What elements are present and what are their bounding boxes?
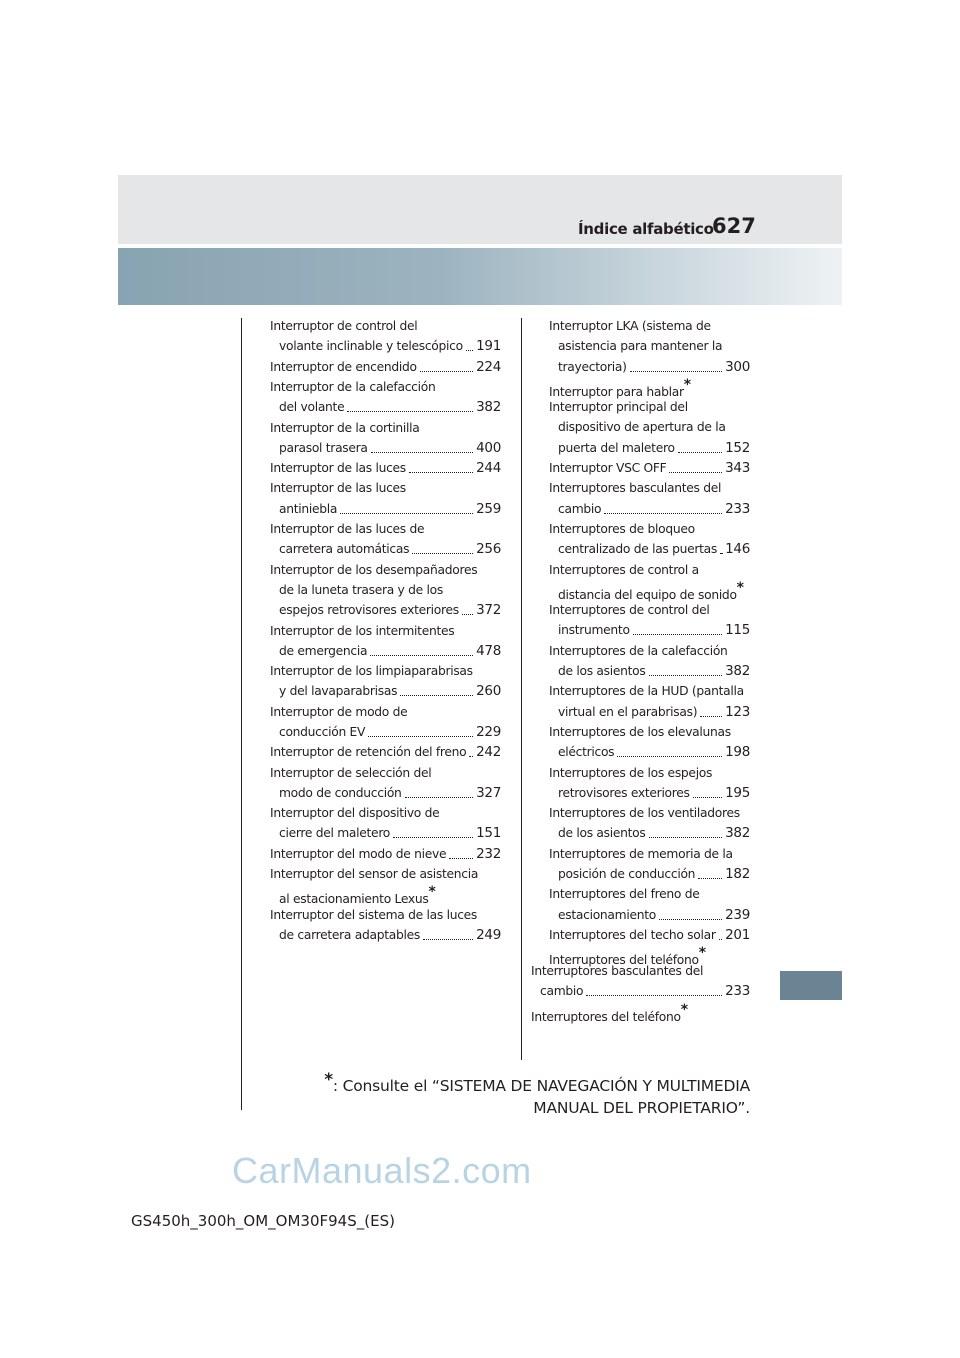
index-entry-line xyxy=(270,621,501,641)
index-entry-text: al estacionamiento Lexus* xyxy=(279,884,436,907)
index-entry-text: Interruptor de las luces xyxy=(270,461,406,476)
index-entry xyxy=(270,519,501,560)
page-reference[interactable]: 256 xyxy=(476,541,501,558)
index-entry-line xyxy=(270,397,501,417)
index-entry-line xyxy=(270,783,501,803)
page-reference[interactable]: 382 xyxy=(725,825,750,842)
index-entry-line xyxy=(549,681,750,701)
footnote-line-1: : Consulte el “SISTEMA DE NAVEGACIÓN Y MULTIMEDIA xyxy=(332,1077,750,1096)
leader-dots xyxy=(617,756,722,757)
index-entry-line xyxy=(549,336,750,356)
index-entry xyxy=(549,844,750,885)
index-entry-line xyxy=(270,357,501,377)
leader-dots xyxy=(586,995,722,996)
index-entry-text: cierre del maletero xyxy=(279,826,391,841)
page-reference[interactable]: 232 xyxy=(476,845,501,862)
index-entry-text: parasol trasera xyxy=(279,440,368,455)
index-entry-text: de emergencia xyxy=(279,643,368,658)
index-entry xyxy=(549,803,750,844)
index-entry-line xyxy=(270,742,501,762)
index-entry xyxy=(549,925,750,945)
section-title: Índice alfabético xyxy=(578,220,714,238)
page-reference[interactable]: 400 xyxy=(476,439,501,456)
page-reference[interactable]: 115 xyxy=(725,622,750,639)
index-entry xyxy=(270,316,501,357)
page-reference[interactable]: 152 xyxy=(725,439,750,456)
page-reference[interactable]: 259 xyxy=(476,500,501,517)
left-column-rule xyxy=(241,318,242,1110)
index-entry-text: modo de conducción xyxy=(279,785,402,800)
leader-dots xyxy=(371,452,473,453)
index-entry xyxy=(270,458,501,478)
leader-dots xyxy=(669,472,722,473)
asterisk-marker: * xyxy=(698,945,706,962)
index-entry-line xyxy=(270,763,501,783)
leader-dots xyxy=(368,736,473,737)
leader-dots xyxy=(412,553,473,554)
page-reference[interactable]: 198 xyxy=(725,744,750,761)
index-entry-line xyxy=(270,418,501,438)
leader-dots xyxy=(462,614,473,615)
index-entry-line xyxy=(270,925,501,945)
index-entry xyxy=(270,418,501,459)
index-entry-text: Interruptor de encendido xyxy=(270,359,417,374)
index-entry-line xyxy=(270,722,501,742)
page-reference[interactable]: 382 xyxy=(476,399,501,416)
index-entry xyxy=(270,702,501,743)
page-reference[interactable]: 123 xyxy=(725,703,750,720)
index-entry-text: virtual en el parabrisas) xyxy=(558,704,698,719)
index-entry-text: distancia del equipo de sonido* xyxy=(558,579,744,602)
section-tab xyxy=(780,971,842,1000)
index-entry-text: asistencia para mantener la xyxy=(558,339,723,354)
index-entry-line xyxy=(549,478,750,498)
page-reference[interactable]: 343 xyxy=(725,460,750,477)
index-entry-text: dispositivo de apertura de la xyxy=(558,420,726,435)
leader-dots xyxy=(340,513,473,514)
index-entry-text: Interruptores basculantes del xyxy=(531,964,704,978)
index-entry-line xyxy=(549,620,750,640)
leader-dots xyxy=(469,756,473,757)
page-reference[interactable]: 151 xyxy=(476,825,501,842)
index-entry-line xyxy=(270,499,501,519)
index-entry-text: Interruptor de los intermitentes xyxy=(270,623,455,638)
index-entry-line xyxy=(270,600,501,620)
index-entry-line xyxy=(270,702,501,722)
index-entry xyxy=(549,397,750,458)
index-entry xyxy=(270,560,501,621)
index-entry xyxy=(270,905,501,946)
index-entry-line xyxy=(270,803,501,823)
index-entry-text: puerta del maletero xyxy=(558,440,675,455)
index-entry-text: y del lavaparabrisas xyxy=(279,684,398,699)
index-entry-line xyxy=(270,539,501,559)
page-number: 627 xyxy=(712,214,756,238)
index-entry-text: Interruptor de control del xyxy=(270,319,418,333)
index-entry-line xyxy=(270,316,501,336)
index-entry-line xyxy=(270,580,501,600)
page-reference[interactable]: 182 xyxy=(725,866,750,883)
index-entry-line xyxy=(549,397,750,417)
page-reference[interactable]: 233 xyxy=(725,983,750,1000)
index-entry-line xyxy=(270,519,501,539)
index-entry-line xyxy=(270,681,501,701)
index-entry-line xyxy=(549,539,750,559)
page-reference[interactable]: 229 xyxy=(476,723,501,740)
leader-dots xyxy=(405,797,473,798)
index-entry xyxy=(549,763,750,804)
index-entry xyxy=(549,722,750,763)
page-reference[interactable]: 224 xyxy=(476,358,501,375)
index-entry xyxy=(270,844,501,864)
index-entry-line xyxy=(549,600,750,620)
index-entry xyxy=(270,742,501,762)
index-entry-line xyxy=(549,803,750,823)
index-entry-text: cambio xyxy=(558,501,602,516)
header-band xyxy=(118,248,842,305)
leader-dots xyxy=(678,452,722,453)
index-entry-line xyxy=(549,925,750,945)
index-entry-text: Interruptor de las luces xyxy=(270,481,406,496)
page-reference[interactable]: 244 xyxy=(476,460,501,477)
index-entry-line xyxy=(270,438,501,458)
leader-dots xyxy=(649,837,722,838)
index-entry-text: Interruptores de los elevalunas xyxy=(549,725,731,739)
page-reference[interactable]: 249 xyxy=(476,926,501,943)
leader-dots xyxy=(630,371,722,372)
page-reference[interactable]: 300 xyxy=(725,358,750,375)
page-reference[interactable]: 233 xyxy=(725,500,750,517)
index-entry-line xyxy=(549,722,750,742)
index-entry xyxy=(270,377,501,418)
index-entry-text: Interruptor del dispositivo de xyxy=(270,806,440,821)
index-entry-text: retrovisores exteriores xyxy=(558,785,690,800)
index-entry-text: antiniebla xyxy=(279,501,338,516)
leader-dots xyxy=(700,716,722,717)
page-reference[interactable]: 382 xyxy=(725,663,750,680)
asterisk-marker: * xyxy=(683,376,691,393)
index-entry-text: Interruptor del sistema de las luces xyxy=(270,907,478,922)
index-entry xyxy=(549,681,750,722)
index-entry-text: Interruptores de la HUD (pantalla xyxy=(549,684,744,699)
index-entry-line xyxy=(531,1002,750,1027)
index-entry-line xyxy=(549,864,750,884)
index-entry-text: conducción EV xyxy=(279,724,366,739)
page-reference[interactable]: 260 xyxy=(476,683,501,700)
index-entry-line xyxy=(549,417,750,437)
index-entry-line xyxy=(549,641,750,661)
page-reference[interactable]: 201 xyxy=(725,927,750,943)
index-entry xyxy=(270,357,501,377)
index-entry-text: Interruptores de los espejos xyxy=(549,765,713,780)
page-reference[interactable]: 242 xyxy=(476,744,501,761)
index-entry-text: Interruptores de bloqueo xyxy=(549,522,695,536)
leader-dots xyxy=(720,553,722,554)
index-entry-line xyxy=(270,377,501,397)
index-entry-text: Interruptor de la calefacción xyxy=(270,379,436,394)
leader-dots xyxy=(649,675,722,676)
index-entry-text: Interruptores de la calefacción xyxy=(549,643,728,658)
index-entry xyxy=(270,661,501,702)
index-entry xyxy=(531,961,750,1002)
index-entry-text: centralizado de las puertas xyxy=(558,542,718,557)
document-code: GS450h_300h_OM_OM30F94S_(ES) xyxy=(131,1212,395,1230)
index-entry-text: Interruptor LKA (sistema de xyxy=(549,319,711,333)
index-entry-text: Interruptor de la cortinilla xyxy=(270,420,420,435)
index-entry xyxy=(270,864,501,910)
index-entry-line xyxy=(549,742,750,762)
index-entry-text: Interruptores de los ventiladores xyxy=(549,806,740,821)
index-entry-text: cambio xyxy=(540,984,584,999)
asterisk-marker: * xyxy=(680,1001,688,1018)
index-entry-text: Interruptores de control del xyxy=(549,603,710,618)
index-entry-text: posición de conducción xyxy=(558,867,696,882)
index-entry-text: de la luneta trasera y de los xyxy=(279,582,443,597)
index-entry-line xyxy=(549,458,750,478)
index-entry-line xyxy=(531,961,750,981)
index-entry-line xyxy=(270,905,501,925)
index-entry-text: estacionamiento xyxy=(558,907,656,922)
index-entry xyxy=(549,316,750,377)
index-entry-line xyxy=(549,560,750,580)
index-entry-text: Interruptores basculantes del xyxy=(549,481,722,496)
index-entry xyxy=(549,600,750,641)
leader-dots xyxy=(633,634,722,635)
index-entry-text: Interruptor del sensor de asistencia xyxy=(270,867,479,882)
footnote xyxy=(324,1069,750,1119)
index-entry xyxy=(549,478,750,519)
index-entry-line xyxy=(270,560,501,580)
leader-dots xyxy=(370,655,473,656)
index-entry xyxy=(549,519,750,560)
page-reference[interactable]: 372 xyxy=(476,602,501,619)
index-entry-line xyxy=(549,905,750,925)
index-entry-line xyxy=(549,519,750,539)
index-entry-text: Interruptores de control a xyxy=(549,562,699,577)
index-entry-text: de los asientos xyxy=(558,826,646,841)
index-entry xyxy=(549,458,750,478)
index-entry-text: Interruptor principal del xyxy=(549,400,688,415)
index-entry xyxy=(270,621,501,662)
page-reference[interactable]: 478 xyxy=(476,642,501,659)
footnote-line-2: MANUAL DEL PROPIETARIO”. xyxy=(533,1099,750,1118)
leader-dots xyxy=(659,919,722,920)
index-entry xyxy=(549,884,750,925)
center-column-rule xyxy=(521,318,522,1060)
index-entry-line xyxy=(270,864,501,884)
index-entry-line xyxy=(549,499,750,519)
index-entry xyxy=(270,803,501,844)
index-entry xyxy=(549,560,750,606)
page-reference[interactable]: 191 xyxy=(476,338,501,355)
index-entry-text: Interruptor del modo de nieve xyxy=(270,846,447,861)
index-entry xyxy=(270,478,501,519)
index-entry-line xyxy=(549,702,750,722)
index-entry-text: de carretera adaptables xyxy=(279,927,420,942)
index-entry-line xyxy=(549,438,750,458)
index-entry-line xyxy=(549,844,750,864)
page-reference[interactable]: 239 xyxy=(725,906,750,923)
index-entry-text: volante inclinable y telescópico xyxy=(279,339,463,354)
index-entry-text: Interruptor para hablar* xyxy=(549,376,691,399)
index-entry-line xyxy=(270,458,501,478)
leader-dots xyxy=(400,695,473,696)
leader-dots xyxy=(693,797,722,798)
index-entry-line xyxy=(549,357,750,377)
index-entry-text: Interruptores de memoria de la xyxy=(549,846,733,861)
index-entry-text: trayectoria) xyxy=(558,359,627,374)
page-reference[interactable]: 195 xyxy=(725,784,750,801)
index-entry-line xyxy=(549,661,750,681)
index-entry-line xyxy=(270,478,501,498)
page-reference[interactable]: 146 xyxy=(725,541,750,558)
leader-dots xyxy=(423,939,473,940)
asterisk-marker: * xyxy=(428,884,436,901)
leader-dots xyxy=(466,350,473,351)
leader-dots xyxy=(420,371,473,372)
watermark: CarManuals2.com xyxy=(232,1150,532,1191)
leader-dots xyxy=(698,878,722,879)
index-entry-text: eléctricos xyxy=(558,745,615,760)
index-entry-text: Interruptor VSC OFF xyxy=(549,461,667,476)
index-entry-text: carretera automáticas xyxy=(279,542,410,557)
leader-dots xyxy=(719,939,722,940)
index-entry-line xyxy=(549,316,750,336)
index-entry xyxy=(531,1002,750,1027)
index-entry-text: Interruptores del freno de xyxy=(549,887,700,902)
index-entry-line xyxy=(270,641,501,661)
index-entry-line xyxy=(549,823,750,843)
footnote-marker: * xyxy=(324,1070,333,1090)
index-entry-text: de los asientos xyxy=(558,664,646,679)
index-entry-text: instrumento xyxy=(558,623,630,638)
leader-dots xyxy=(449,858,473,859)
index-entry xyxy=(549,641,750,682)
index-entry-text: Interruptor de los desempañadores xyxy=(270,562,478,577)
index-entry-line xyxy=(549,783,750,803)
index-entry-line xyxy=(270,823,501,843)
index-entry-line xyxy=(531,981,750,1001)
index-entry-text: Interruptores del techo solar xyxy=(549,928,716,942)
index-entry-line xyxy=(270,844,501,864)
index-entry-text: Interruptores del teléfono* xyxy=(549,945,706,968)
leader-dots xyxy=(604,513,722,514)
index-entry-text: Interruptor de las luces de xyxy=(270,522,425,536)
leader-dots xyxy=(347,411,473,412)
index-entry-text: del volante xyxy=(279,400,345,415)
page-reference[interactable]: 327 xyxy=(476,784,501,801)
index-entry-line xyxy=(549,763,750,783)
index-entry xyxy=(270,763,501,804)
index-entry-line xyxy=(270,661,501,681)
index-entry-text: Interruptor de modo de xyxy=(270,704,408,719)
index-entry-line xyxy=(270,336,501,356)
index-entry-text: Interruptor de retención del freno xyxy=(270,745,467,760)
index-entry-text: Interruptor de selección del xyxy=(270,765,432,780)
leader-dots xyxy=(393,837,473,838)
leader-dots xyxy=(409,472,473,473)
asterisk-marker: * xyxy=(736,579,744,596)
index-entry-line xyxy=(549,884,750,904)
index-entry-text: espejos retrovisores exteriores xyxy=(279,603,459,618)
index-entry-text: Interruptores del teléfono* xyxy=(531,1001,688,1024)
index-entry-text: Interruptor de los limpiaparabrisas xyxy=(270,664,473,679)
